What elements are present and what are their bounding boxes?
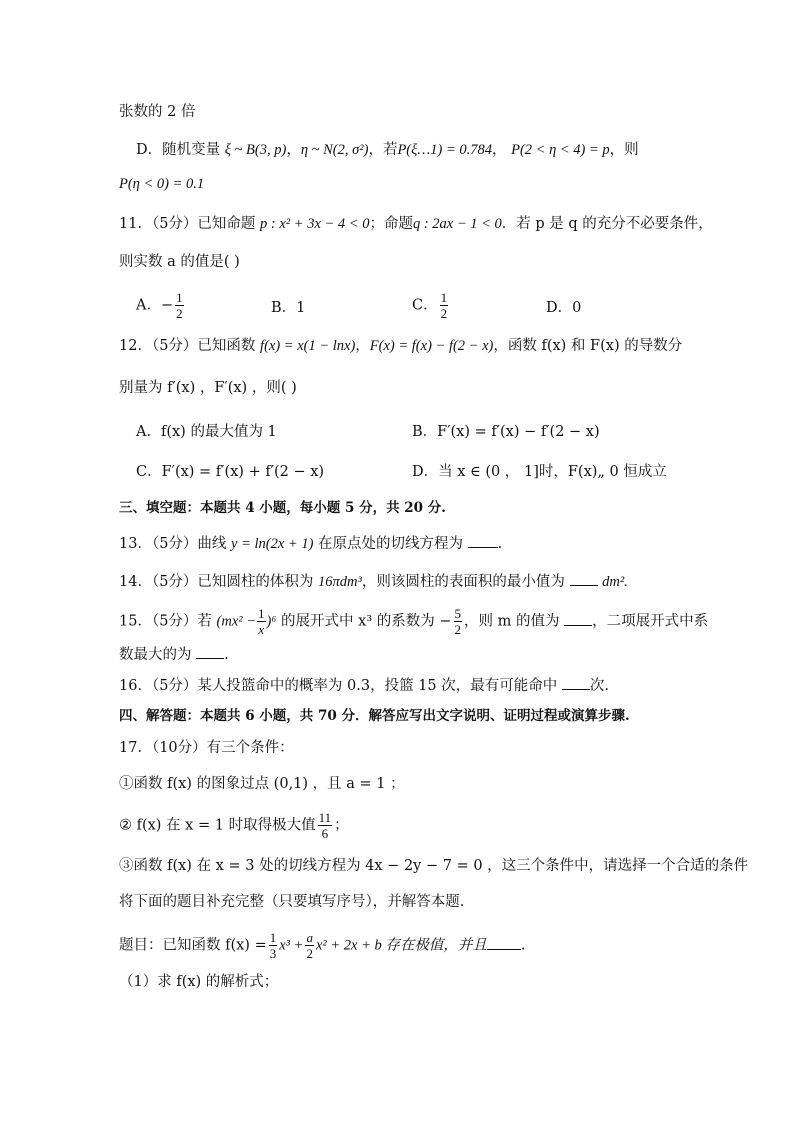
condition-text: ①函数 f(x) 的图象过点 (0,1) ，且 a = 1 ；	[119, 776, 405, 792]
text-segment: ，则 m 的值为	[464, 613, 560, 630]
math-expr: F(x) = f(x) − f(2 − x)	[369, 338, 494, 354]
denominator: 2	[440, 306, 448, 321]
option-c	[136, 460, 324, 481]
math-expr: x² + 2x + b 存在极值，并且	[315, 937, 487, 954]
text-segment: 在原点处的切线方程为	[318, 536, 464, 552]
section-heading	[119, 498, 446, 518]
heading-text: 三、填空题：本题共 4 小题，每小题 5 分，共 20 分.	[119, 500, 446, 516]
fraction	[454, 606, 463, 637]
question-14	[119, 572, 628, 592]
text-line	[119, 102, 195, 122]
answer-blank[interactable]	[468, 534, 498, 548]
condition-1	[119, 774, 405, 794]
fraction	[318, 810, 333, 841]
option-label: D．随机变量	[136, 142, 221, 158]
condition-3	[119, 856, 748, 876]
text-segment: ；命题	[369, 216, 413, 232]
question-stem: 13．（5分）曲线	[119, 536, 227, 552]
question-15	[119, 606, 708, 637]
question-17	[119, 738, 294, 758]
text-segment: 次.	[589, 678, 609, 694]
question-stem: 17．（10分）有三个条件：	[119, 740, 294, 756]
condition-2	[119, 810, 349, 841]
text-segment: ．若 p 是 q 的充分不必要条件，	[501, 216, 713, 232]
denominator: 2	[306, 946, 313, 961]
denominator: 3	[269, 946, 277, 961]
option-d	[546, 296, 581, 317]
answer-blank[interactable]	[564, 612, 592, 626]
fraction	[175, 290, 184, 321]
text-line	[119, 174, 204, 194]
question-stem: 15．（5分）若	[119, 613, 212, 630]
fraction	[269, 930, 278, 961]
text-segment: 则实数 a 的值是( )	[119, 254, 240, 270]
option-text: A．f(x) 的最大值为 1	[136, 424, 277, 440]
answer-blank[interactable]	[570, 572, 598, 586]
condition-text: ③函数 f(x) 在 x = 3 处的切线方程为 4x − 2y − 7 = 0 ，这三个条件中，请选择一个合适的条件	[119, 858, 749, 874]
text-line	[119, 892, 464, 912]
sub-question-text: （1）求 f(x) 的解析式；	[119, 974, 279, 990]
punctuation: .	[520, 937, 526, 954]
text-segment: ，若	[368, 142, 398, 158]
option-text: D．当 x ∈ (0 ， 1]时，F(x)„ 0 恒成立	[412, 464, 667, 480]
punctuation: .	[497, 536, 503, 552]
text-segment: 题目：已知函数 f(x) =	[119, 937, 267, 954]
math-expr: x³ +	[279, 937, 304, 954]
answer-blank[interactable]	[562, 676, 590, 690]
text-segment: ，二项展开式中系	[592, 613, 709, 630]
fraction	[440, 290, 449, 321]
text-segment: ，则	[609, 142, 639, 158]
punctuation: ，	[491, 142, 507, 158]
option-d	[412, 460, 667, 481]
text-segment: 的展开式中 x³ 的系数为 −	[281, 613, 452, 630]
fraction	[305, 930, 314, 961]
denominator: 2	[176, 306, 183, 321]
punctuation: ；	[334, 817, 349, 834]
text-segment: 将下面的题目补充完整（只要填写序号），并解答本题.	[119, 894, 465, 910]
option-a	[136, 420, 277, 441]
problem-statement	[119, 930, 525, 961]
math-expr: 16πdm³	[318, 574, 362, 590]
numerator: 1	[176, 290, 183, 305]
math-expr: q : 2ax − 1 < 0	[412, 216, 502, 232]
answer-blank[interactable]	[487, 936, 521, 950]
punctuation: ，	[286, 142, 301, 158]
math-expr: η ~ N(2, σ²)	[300, 142, 369, 158]
punctuation: .	[224, 647, 229, 663]
text-segment: ，函数 f(x) 和 F(x) 的导数分	[493, 338, 683, 354]
option-label: D．0	[546, 300, 582, 316]
option-text: C．F′(x) = f′(x) + f′(2 − x)	[136, 464, 325, 480]
text-segment: ，则该圆柱的表面积的最小值为	[361, 574, 565, 590]
condition-text: ② f(x) 在 x = 1 时取得极大值	[119, 817, 316, 834]
question-stem: 11．（5分）已知命题	[119, 216, 256, 232]
option-text: B．F′(x) = f′(x) − f′(2 − x)	[412, 424, 600, 440]
math-expr: dm².	[602, 574, 628, 590]
denominator: x	[258, 622, 265, 637]
option-c	[412, 290, 450, 321]
numerator: a	[306, 930, 313, 945]
punctuation: ，	[355, 338, 370, 354]
math-expr: f(x) = x(1 − lnx)	[260, 338, 356, 354]
text-segment: 张数的 2 倍	[119, 104, 196, 120]
option-b	[271, 296, 305, 317]
text-line	[119, 252, 240, 272]
math-expr: )⁶	[266, 613, 277, 630]
text-line	[119, 645, 229, 665]
question-stem: 12．（5分）已知函数	[119, 338, 256, 354]
option-label: A．−	[136, 297, 174, 314]
numerator: 1	[258, 606, 265, 621]
question-13	[119, 534, 502, 554]
option-label: B．1	[271, 300, 306, 316]
numerator: 1	[440, 290, 448, 305]
numerator: 11	[318, 810, 332, 825]
section-heading	[119, 706, 630, 726]
option-a	[136, 290, 186, 321]
option-b	[412, 420, 600, 441]
heading-text: 四、解答题：本题共 6 小题，共 70 分．解答应写出文字说明、证明过程或演算步骤.	[119, 708, 630, 724]
math-expr: p : x² + 3x − 4 < 0	[260, 216, 370, 232]
math-expr: P(2 < η < 4) = p	[511, 142, 610, 158]
math-expr: (mx² −	[216, 613, 257, 630]
question-stem: 14．（5分）已知圆柱的体积为	[119, 574, 314, 590]
sub-question-1	[119, 972, 278, 992]
answer-blank[interactable]	[196, 645, 224, 659]
question-11	[119, 214, 713, 234]
math-expr: y = ln(2x + 1)	[231, 536, 314, 552]
math-expr: P(η < 0) = 0.1	[119, 176, 205, 192]
numerator: 1	[269, 930, 277, 945]
option-d	[136, 140, 639, 160]
text-line	[119, 378, 297, 398]
question-16	[119, 676, 609, 696]
fraction	[257, 606, 266, 637]
denominator: 6	[321, 826, 329, 841]
math-expr: ξ ~ B(3, p)	[224, 142, 287, 158]
text-segment: 数最大的为	[119, 647, 192, 663]
numerator: 5	[454, 606, 461, 621]
question-stem: 16．（5分）某人投篮命中的概率为 0.3，投篮 15 次，最有可能命中	[119, 678, 558, 694]
question-12	[119, 336, 682, 356]
denominator: 2	[454, 622, 461, 637]
option-label: C．	[412, 297, 438, 314]
text-segment: 别量为 f′(x) ，F′(x) ，则( )	[119, 380, 297, 396]
math-expr: P(ξ…1) = 0.784	[397, 142, 492, 158]
